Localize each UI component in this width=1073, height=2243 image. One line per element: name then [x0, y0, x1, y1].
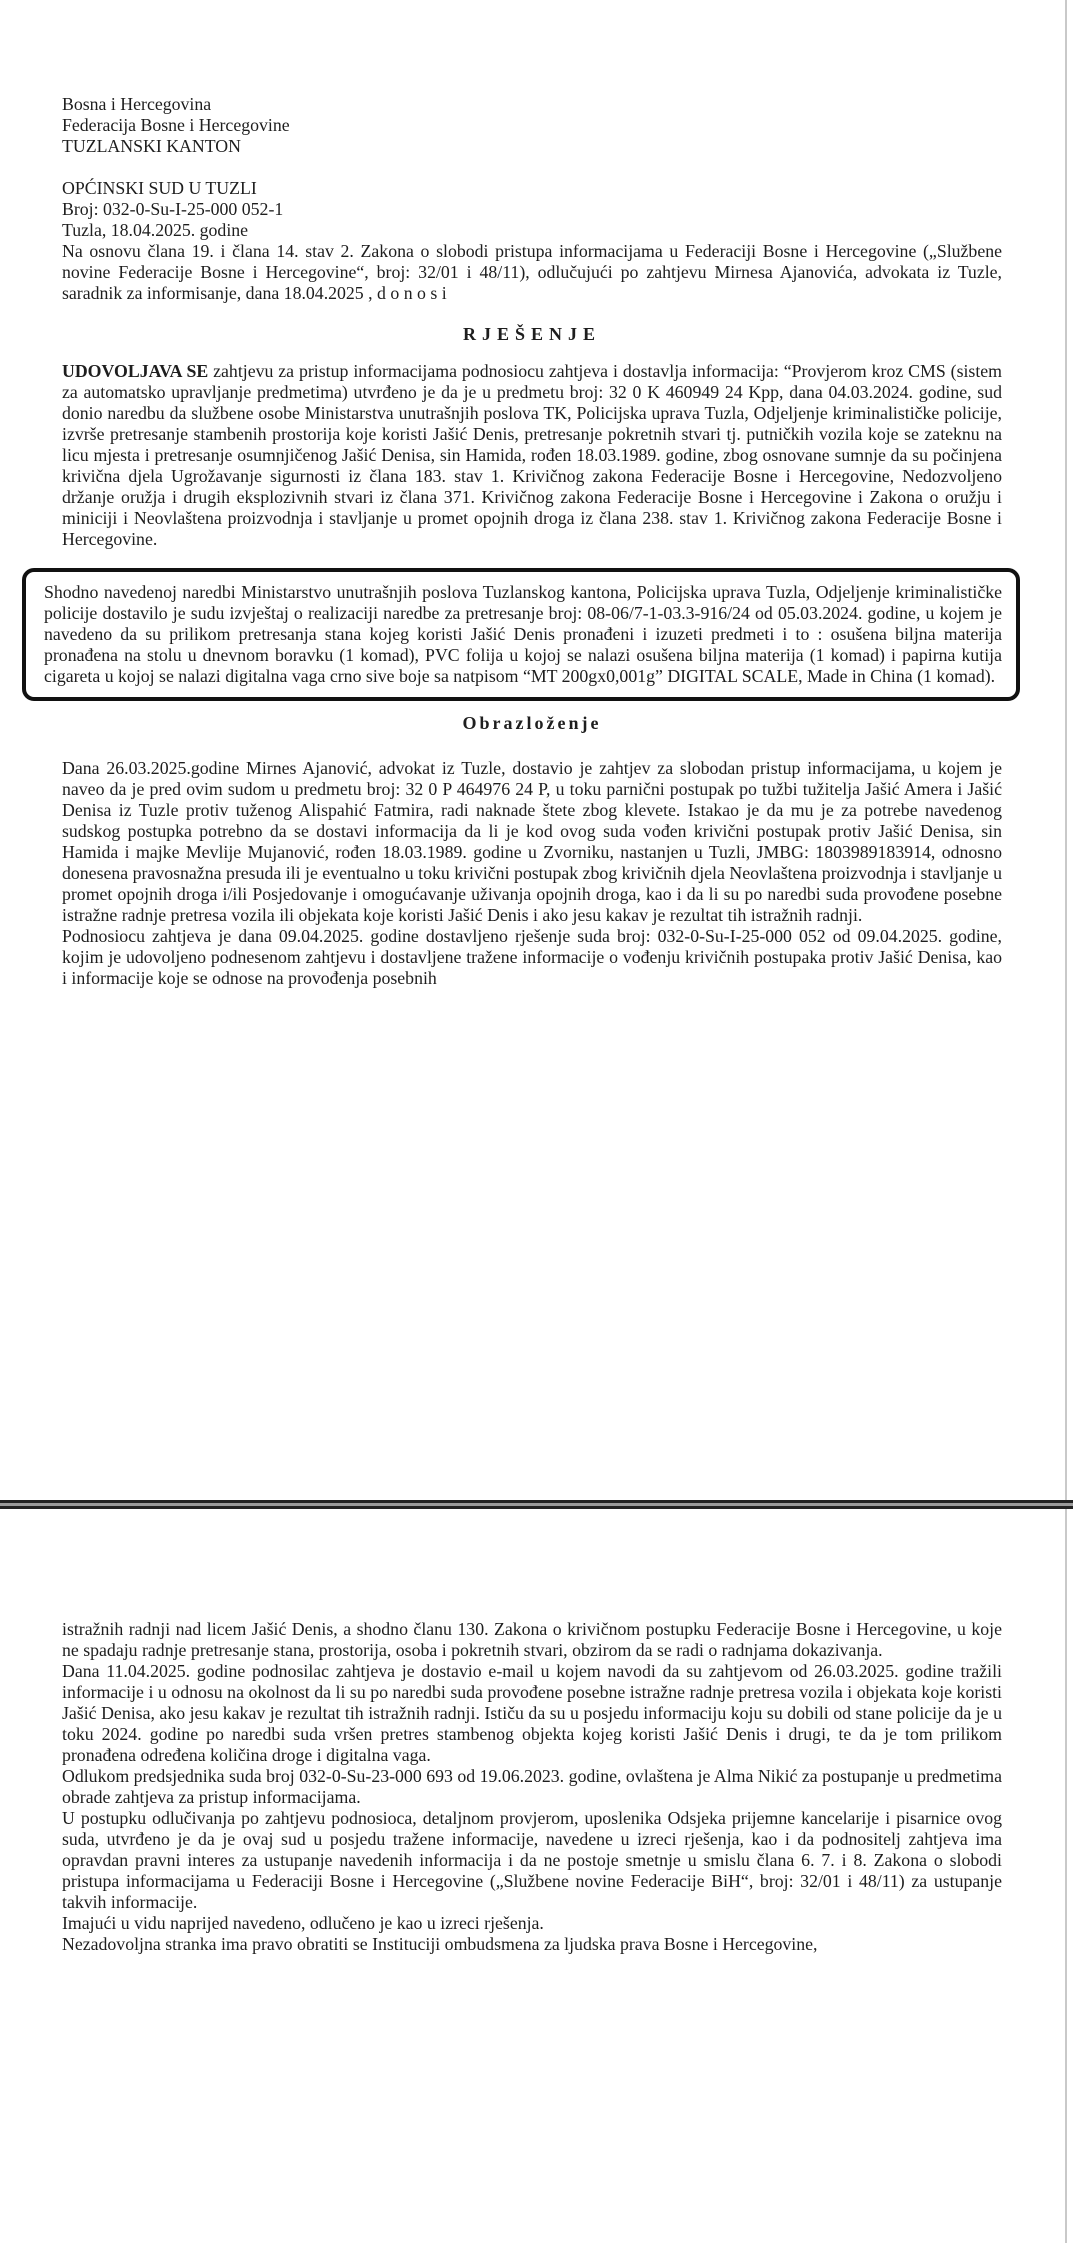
page-edge	[1065, 0, 1067, 1500]
reasoning-paragraph-5: U postupku odlučivanja po zahtjevu podnosioca, detaljnom provjerom, uposlenika Odsjeka prijemne kancelarije i pisarnice ovog suda, utvrđeno je da je ovaj sud u posjedu tražene informacije, navedene u izreci rješenja, kao i da podnositelj zahtjeva ima opravdan pravni interes za ustupanje navedenih informacija i da ne postoje smetnje u smislu člana 6. 7. i 8. Zakona o slobodi pristupa informacijama u Federaciji Bosne i Hercegovine („Službene novine Federacije BiH“, broj: 32/01 i 48/11) za ustupanje takvih informacije.	[62, 1808, 1002, 1912]
reasoning-paragraph-1: Dana 26.03.2025.godine Mirnes Ajanović, advokat iz Tuzle, dostavio je zahtjev za slobodan pristup informacijama, u kojem je naveo da je pred ovim sudom u predmetu broj: 32 0 P 464976 24 P, u toku parnični postupak po tužbi tužitelja Jašić Amera i Jašić Denisa iz Tuzle protiv tuženog Alispahić Fatmira, radi naknade štete zbog klevete. Istakao je da mu je za potrebe navedenog sudskog postupka potrebno da se dostavi informacija da li je kod ovog suda vođen krivični postupak protiv Jašić Denisa, sin Hamida i majke Mevlije Mujanović, rođen 18.03.1989. godine u Zvorniku, nastanjen u Tuzli, JMBG: 1803989183914, odnosno donesena pravosnažna presuda ili je eventualno u toku krivični postupak zbog krivičnih djela Neovlaštena proizvodnja i stavljanje u promet opojnih droga i/ili Posjedovanje i omogućavanje uživanja opojnih droga, kao i da li su po naredbi suda provođene posebne istražne radnje pretresa vozila ili objekata koje koristi Jašić Denis i ako jesu kakav je rezultat tih istražnih radnji.	[62, 758, 1002, 925]
intro-paragraph: Na osnovu člana 19. i člana 14. stav 2. Zakona o slobodi pristupa informacijama u Federaciji Bosne i Hercegovine („Službene novine Federacije Bosne i Hercegovine“, broj: 32/01 i 48/11), odlučujući po zahtjevu Mirnesa Ajanovića, advokata iz Tuzle, saradnik za informisanje, dana 18.04.2025 , d o n o s i	[62, 241, 1002, 303]
highlighted-paragraph-box	[22, 568, 1020, 701]
court-name: OPĆINSKI SUD U TUZLI	[62, 178, 257, 198]
page-edge	[1065, 1509, 1067, 2243]
case-number: Broj: 032-0-Su-I-25-000 052-1	[62, 199, 284, 219]
letterhead	[62, 94, 1002, 157]
letterhead-canton: TUZLANSKI KANTON	[62, 136, 241, 156]
decision-text: zahtjevu za pristup informacijama podnosiocu zahtjeva i dostavlja informacija: “Provjerom kroz CMS (sistem za automatsko upravljanje predmetima) utvrđeno je da je u predmetu broj: 32 0 K 460949 24 Kpp, dana 04.03.2024. godine, sud donio naredbu da službene osobe Ministarstva unutrašnjih poslova TK, Policijska uprava Tuzla, Odjeljenje kriminalističke policije, izvrše pretresanje stambenih prostorija koje koristi Jašić Denis, pretresanje pokretnih stvari tj. putničkih vozila koje se zateknu na licu mjesta i pretresanje osumnjičenog Jašić Denisa, sin Hamida, rođen 18.03.1989. godine, zbog osnovane sumnje da su počinjena krivična djela Ugrožavanje sigurnosti iz člana 183. stav 1. Krivičnog zakona Federacije Bosne i Hercegovine, Nedozvoljeno držanje oružja i drugih eksplozivnih stvari iz člana 371. Krivičnog zakona Federacije Bosne i Hercegovine i Zakona o oružju i miniciji i Neovlaštena proizvodnja i stavljanje u promet opojnih droga iz člana 238. stav 1. Krivičnog zakona Federacije Bosne i Hercegovine.	[62, 361, 1003, 549]
place-date: Tuzla, 18.04.2025. godine	[62, 220, 249, 240]
reasoning-paragraph-2: Podnosiocu zahtjeva je dana 09.04.2025. godine dostavljeno rješenje suda broj: 032-0-Su-I-25-000 052 od 09.04.2025. godine, kojim je udovoljeno podnesenom zahtjevu i dostavljene tražene informacije o vođenju krivičnih postupaka protiv Jašić Denisa, kao i informacije koje se odnose na provođenja posebnih	[62, 926, 1002, 988]
page-2-content	[62, 1619, 1002, 1955]
page-1-content	[44, 94, 1003, 989]
decision-paragraph	[62, 361, 1002, 550]
reasoning-paragraph-7: Nezadovoljna stranka ima pravo obratiti se Instituciji ombudsmena za ljudska prava Bosne i Hercegovine,	[62, 1934, 818, 1954]
letterhead-entity: Federacija Bosne i Hercegovine	[62, 115, 290, 135]
reasoning-paragraph-6: Imajući u vidu naprijed navedeno, odlučeno je kao u izreci rješenja.	[62, 1913, 544, 1933]
reasoning-title: Obrazloženje	[462, 713, 602, 733]
decision-title: RJEŠENJE	[462, 324, 602, 344]
reasoning-paragraph-3: Dana 11.04.2025. godine podnosilac zahtjeva je dostavio e-mail u kojem navodi da su zahtjevom od 26.03.2025. godine tražili informacije i u odnosu na okolnost da li su po naredbi suda provođene posebne istražne radnje pretresa vozila i objekata koje koristi Jašić Denisa, ako jesu kakav je rezultat tih istražnih radnji. Ističu da su u posjedu informaciju koju su dobili od stane policije da je u toku 2024. godine po naredbi suda vršen pretres stambenog objekta kojeg koristi Jašić Denis i drugi, te da je tom prilikom pronađena određena količina droge i digitalna vaga.	[62, 1661, 1002, 1765]
letterhead-country: Bosna i Hercegovina	[62, 94, 212, 114]
court-block	[62, 178, 1002, 241]
decision-lead: UDOVOLJAVA SE	[62, 361, 209, 381]
document-page-2	[0, 1506, 1073, 2243]
highlighted-paragraph: Shodno navedenoj naredbi Ministarstvo unutrašnjih poslova Tuzlanskog kantona, Policijska uprava Tuzla, Odjeljenje kriminalističke policije dostavilo je sudu izvještaj o realizaciji naredbe za pretresanje broj: 08-06/7-1-03.3-916/24 od 05.03.2024. godine, u kojem je navedeno da su prilikom pretresanja stana kojeg koristi Jašić Denis pronađeni i izuzeti predmeti i to : osušena biljna materija pronađena na stolu u dnevnom boravku (1 komad), PVC folija u kojoj se nalazi osušena biljna materija (1 komad) i papirna kutija cigareta u kojoj se nalazi digitalna vaga crno sive boje sa natpisom “MT 200gx0,001g” DIGITAL SCALE, Made in China (1 komad).	[44, 582, 1002, 686]
reasoning-paragraph-4: Odlukom predsjednika suda broj 032-0-Su-23-000 693 od 19.06.2023. godine, ovlaštena je Alma Nikić za postupanje u predmetima obrade zahtjeva za pristup informacijama.	[62, 1766, 1002, 1807]
reasoning-paragraph-2-continued: istražnih radnji nad licem Jašić Denis, a shodno članu 130. Zakona o krivičnom postupku Federacije Bosne i Hercegovine, u koje ne spadaju radnje pretresanje stana, prostorija, osoba i pokretnih stvari, obzirom da se radi o radnjama dokazivanja.	[62, 1619, 1002, 1660]
